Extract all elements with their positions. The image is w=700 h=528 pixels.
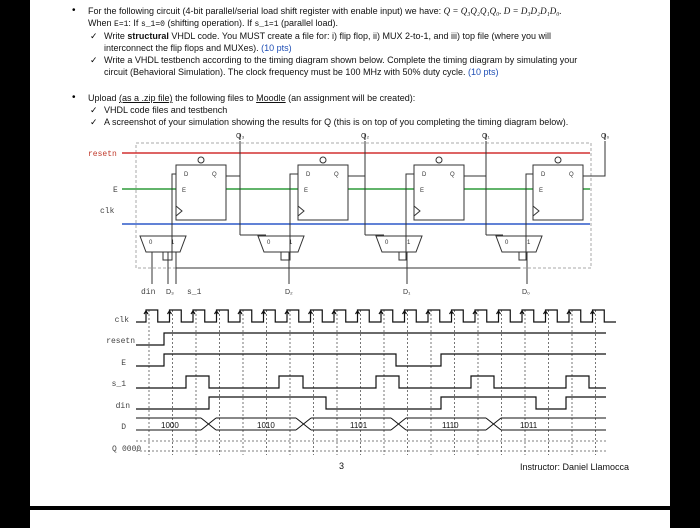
ff1-q-pin: Q [450,172,455,178]
q-bus-outline [136,441,606,451]
d-bus-segment [501,418,606,430]
sub2-line1: Write a VHDL testbench according to the timing diagram shown below. Complete the timing diagram by simulating your [104,55,578,65]
code-s1-1: s_1=1 [254,20,279,29]
d-value-2: 1010 [257,421,275,430]
bullet2-sub2: A screenshot of your simulation showing the results for Q (this is on top of you completing the timing diagram below). [104,117,569,127]
mux-3 [140,236,186,252]
text-when: When [88,18,115,28]
q-formula: Q = Q₃Q₂Q₁Q₀. D = D₃D₂D₁D₀. [443,6,562,16]
d-signal-label: D [121,423,126,432]
ff3-d-pin: D [184,172,189,178]
text-clock: circuit (Behavioral Simulation). The clock frequency must be 100 MHz with 50% duty cycle. [104,67,468,77]
mux1-pin0: 0 [385,240,389,246]
bullet2-sub1: VHDL code files and testbench [104,105,228,115]
mux0-pin0: 0 [505,240,509,246]
e-input-label: E [113,186,118,195]
checkmark-icon: ✓ [90,117,98,127]
d-bus-transition [391,418,406,430]
bullet-dot: • [72,92,76,103]
text-structural: structural [127,31,169,41]
mux2-pin0: 0 [267,240,271,246]
checkmark-icon: ✓ [90,105,98,115]
q0-label: Q₀ [601,133,610,140]
resetn-signal-label: resetn [106,337,135,346]
q-initial-value: 0000 [122,445,142,454]
s1-signal-label: s_1 [111,380,126,389]
ff0-e-pin: E [539,188,544,194]
checkmark-icon: ✓ [90,31,98,41]
q2-label: Q₂ [361,133,370,140]
text-following: the following files to [172,93,257,103]
d2-label: D₂ [285,289,293,296]
mux-0 [496,236,542,252]
text-write: Write [104,31,128,41]
timing-diagram [0,300,700,480]
resetn-waveform [136,333,606,345]
bullet1-intro-text: For the following circuit (4-bit parallel/serial load shift register with enable input) we have: [88,6,444,16]
code-e1: E=1 [114,20,129,29]
moodle-link[interactable]: Moodle [256,93,286,103]
s1-label: s_1 [187,288,202,297]
d-bus-transition [296,418,311,430]
text-parallel: (parallel load). [278,18,339,28]
d-value-1: 1000 [161,421,179,430]
din-signal-label: din [115,402,130,411]
d-value-5: 1011 [520,421,538,430]
mux-1 [376,236,422,252]
mux3-pin0: 0 [149,240,153,246]
page-number: 3 [339,461,345,471]
mux1-pin1: 1 [407,240,411,246]
text-assignment: (an assignment will be created): [285,93,416,103]
d-value-4: 1110 [442,421,459,430]
points-badge: (10 pts) [261,43,292,53]
text-upload: Upload [88,93,120,103]
din-waveform [136,397,606,409]
instructor-credit: Instructor: Daniel Llamocca [520,462,630,472]
q3-label: Q₃ [236,133,245,140]
points-badge: (10 pts) [468,67,499,77]
d-bus-segment [216,418,296,430]
code-s1-0: s_1=0 [140,20,165,29]
ff2-d-pin: D [306,172,311,178]
clk-input-label: clk [100,207,115,216]
checkmark-icon: ✓ [90,55,98,65]
mux-2 [258,236,304,252]
e-signal-label: E [121,359,126,368]
s1-waveform [136,376,606,388]
d1-label: D₁ [403,289,411,296]
text-files: VHDL code. You MUST create a file for: i) flip flop, ii) MUX 2-to-1, and iii) top file (where you will [168,31,552,41]
q1-label: Q₁ [482,133,490,140]
next-page-edge [30,510,670,528]
d3-label: D₃ [166,289,174,296]
ff3-q-pin: Q [212,172,217,178]
ff1-e-pin: E [420,188,425,194]
d-bus-transition [201,418,216,430]
text-if: : If [128,18,141,28]
clk-signal-label: clk [114,316,129,325]
clk-waveform [136,310,616,322]
q-signal-label: Q [112,445,117,454]
bullet-dot: • [72,5,76,16]
mux3-pin1: 1 [171,240,175,246]
d-value-3: 1101 [350,421,368,430]
text-shifting: (shifting operation). If [164,18,255,28]
ff0-q-pin: Q [569,172,574,178]
text-interconnect: interconnect the flip flops and MUXes). [104,43,262,53]
resetn-input-label: resetn [88,150,117,159]
ff2-e-pin: E [304,188,309,194]
zip-file-link[interactable]: (as a .zip file) [119,93,173,103]
ff0-d-pin: D [541,172,546,178]
d-bus-transition [486,418,501,430]
ff2-q-pin: Q [334,172,339,178]
ff1-d-pin: D [422,172,427,178]
mux2-pin1: 1 [289,240,293,246]
ff3-e-pin: E [182,188,187,194]
din-label: din [141,288,156,297]
e-waveform [136,354,606,366]
mux0-pin1: 1 [527,240,531,246]
d0-label: D₀ [522,289,530,296]
